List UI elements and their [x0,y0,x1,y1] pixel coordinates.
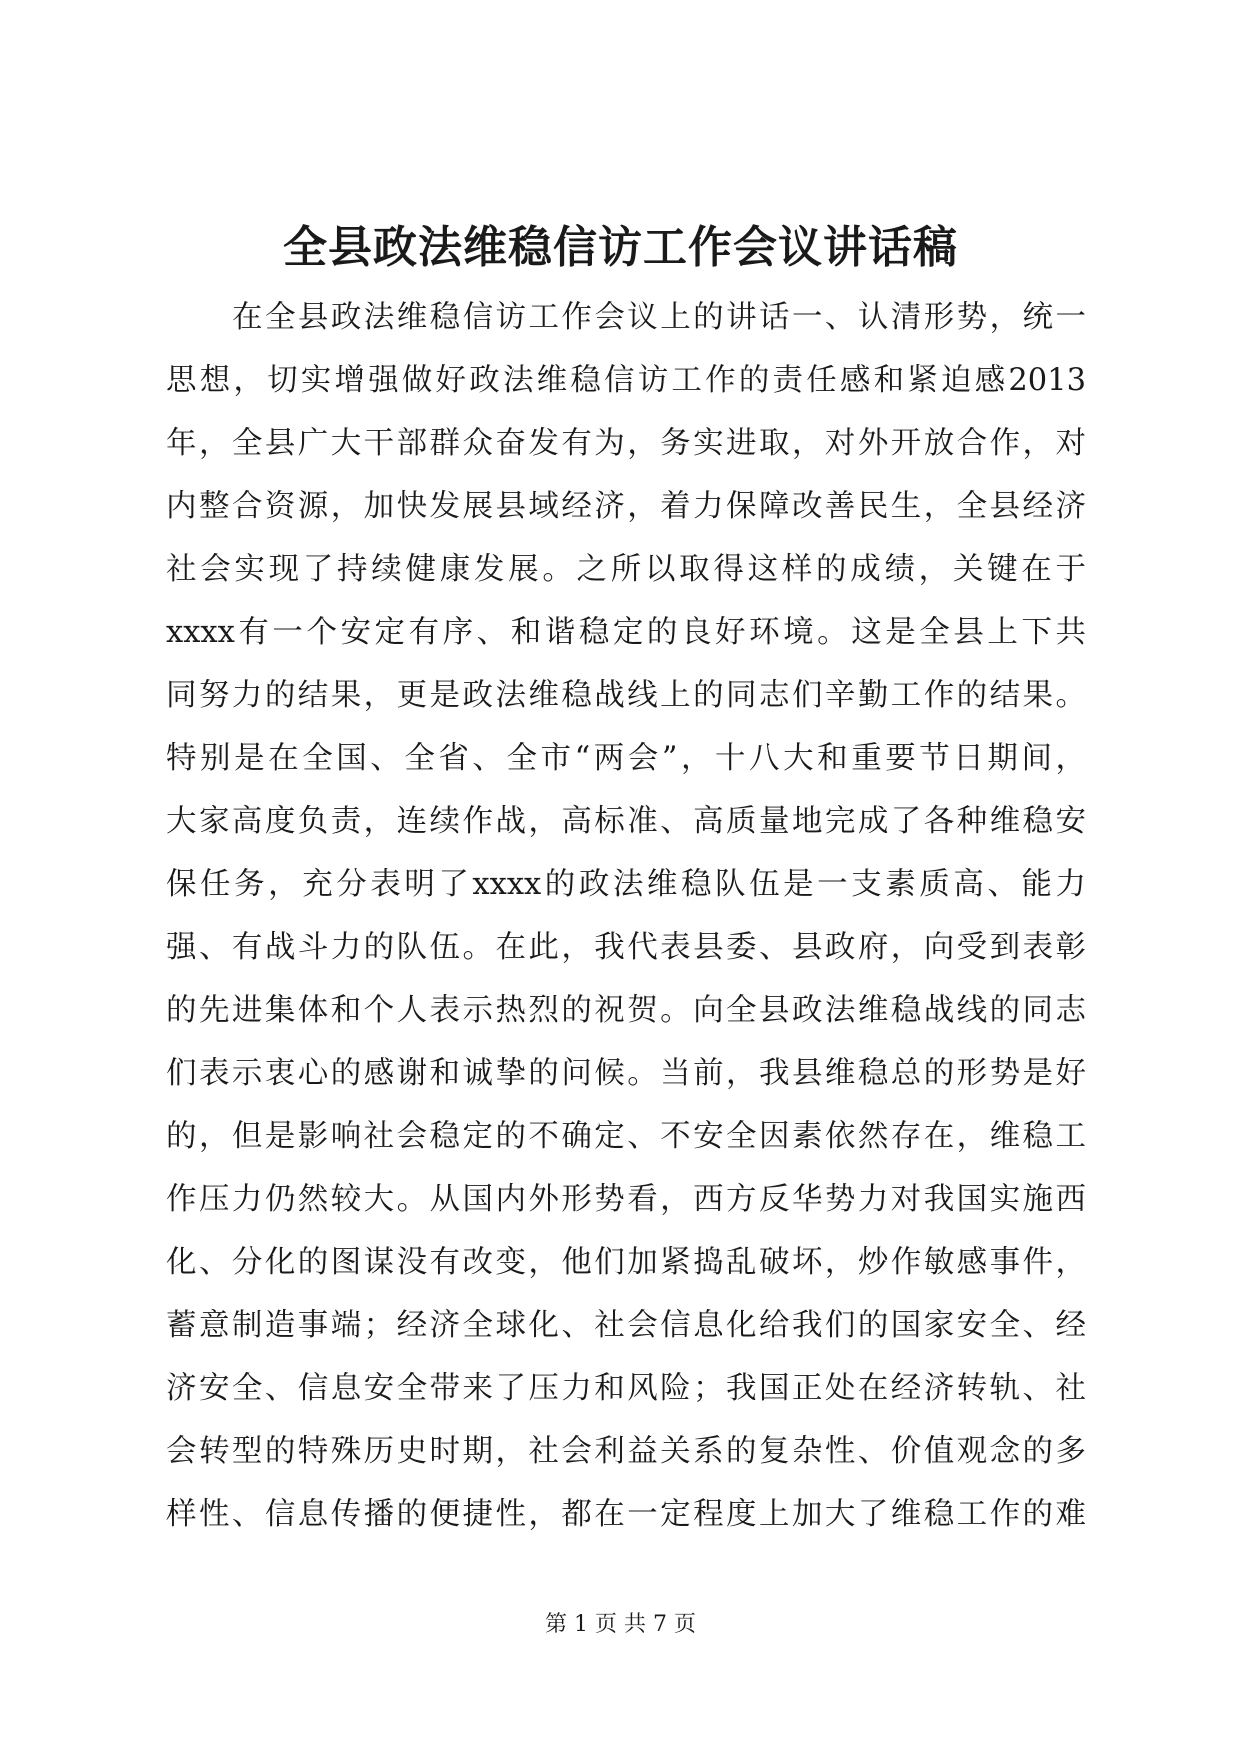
body-line: 保任务，充分表明了xxxx的政法维稳队伍是一支素质高、能力 [166,867,1086,902]
body-line: 会转型的特殊历史时期，社会利益关系的复杂性、价值观念的多 [166,1434,1086,1469]
document-title: 全县政法维稳信访工作会议讲话稿 [283,222,958,273]
body-line: 社会实现了持续健康发展。之所以取得这样的成绩，关键在于 [166,552,1086,587]
body-line: 蓄意制造事端；经济全球化、社会信息化给我们的国家安全、经 [166,1308,1086,1343]
body-line: 作压力仍然较大。从国内外形势看，西方反华势力对我国实施西 [166,1182,1086,1217]
body-line: xxxx有一个安定有序、和谐稳定的良好环境。这是全县上下共 [166,615,1086,650]
body-line: 济安全、信息安全带来了压力和风险；我国正处在经济转轨、社 [166,1371,1086,1406]
body-line: 的先进集体和个人表示热烈的祝贺。向全县政法维稳战线的同志 [166,993,1086,1028]
body-line: 强、有战斗力的队伍。在此，我代表县委、县政府，向受到表彰 [166,930,1086,965]
body-line: 化、分化的图谋没有改变，他们加紧捣乱破坏，炒作敏感事件， [166,1245,1086,1280]
document-body [166,286,1086,1546]
body-line: 样性、信息传播的便捷性，都在一定程度上加大了维稳工作的难 [166,1497,1086,1532]
body-line: 特别是在全国、全省、全市“两会”，十八大和重要节日期间， [166,741,1086,776]
body-line: 思想，切实增强做好政法维稳信访工作的责任感和紧迫感2013 [166,363,1086,398]
page-footer: 第 1 页 共 7 页 [545,1612,696,1637]
body-line: 的，但是影响社会稳定的不确定、不安全因素依然存在，维稳工 [166,1119,1086,1154]
body-line: 们表示衷心的感谢和诚挚的问候。当前，我县维稳总的形势是好 [166,1056,1086,1091]
body-line: 年，全县广大干部群众奋发有为，务实进取，对外开放合作，对 [166,426,1086,461]
body-line: 内整合资源，加快发展县域经济，着力保障改善民生，全县经济 [166,489,1086,524]
body-line: 在全县政法维稳信访工作会议上的讲话一、认清形势，统一 [232,300,1086,335]
body-line: 大家高度负责，连续作战，高标准、高质量地完成了各种维稳安 [166,804,1086,839]
body-line: 同努力的结果，更是政法维稳战线上的同志们辛勤工作的结果。 [166,678,1086,713]
